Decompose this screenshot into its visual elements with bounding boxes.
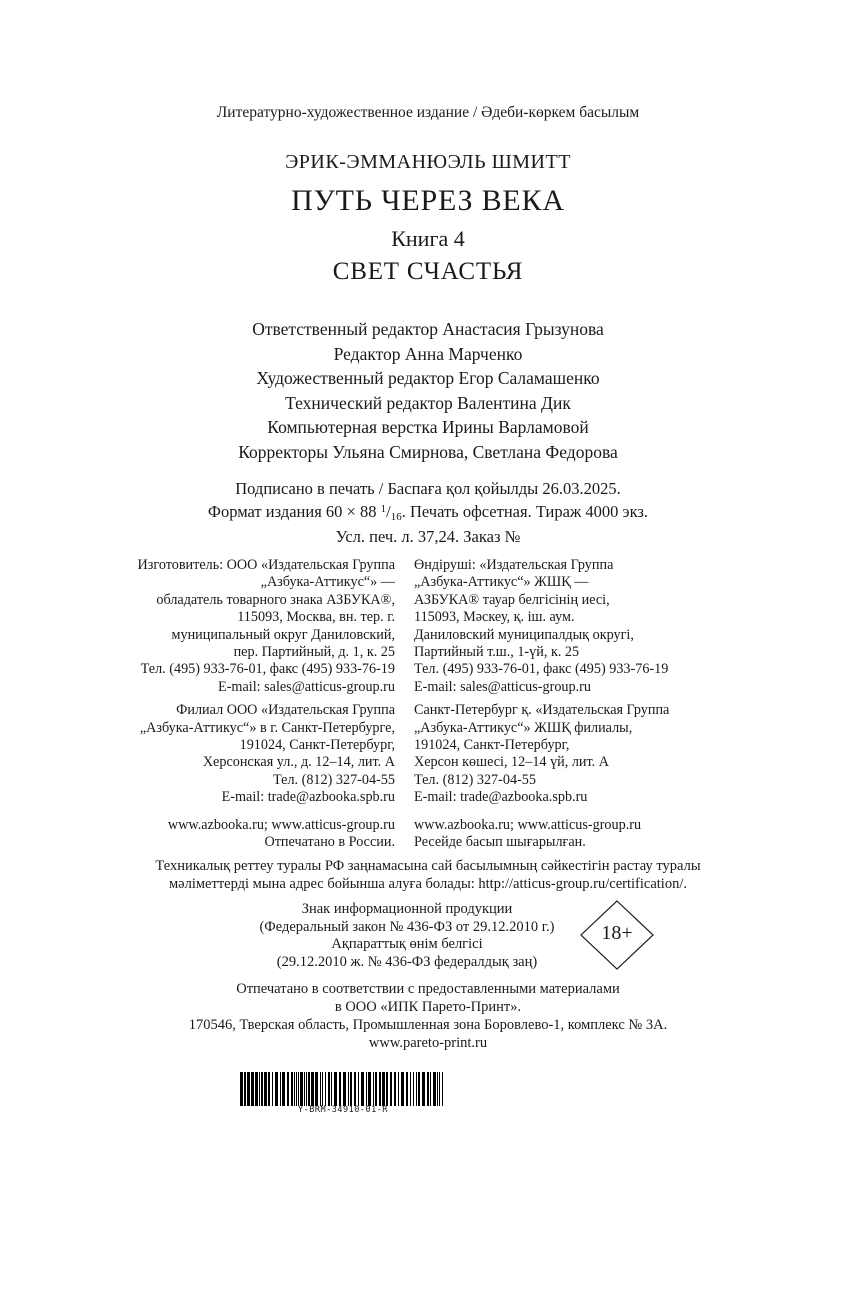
maker-line: Партийный т.ш., 1-үй, к. 25: [414, 644, 580, 661]
maker-block-ru: [138, 557, 395, 696]
maker-email: E-mail: sales@atticus-group.ru: [414, 678, 591, 695]
maker-line: „Азбука-Аттикус“» ЖШҚ —: [414, 574, 589, 591]
branch-line: Тел. (812) 327-04-55: [273, 771, 395, 788]
branch-line: Херсон көшесі, 12–14 үй, лит. А: [414, 754, 610, 771]
cert-line: Техникалық реттеу туралы РФ заңнамасына сай басылымның сәйкестігін растау туралы: [155, 858, 701, 874]
maker-line: обладатель товарного знака АЗБУКА®,: [156, 591, 395, 608]
staff-line: Корректоры Ульяна Смирнова, Светлана Федорова: [238, 441, 618, 462]
branch-line: 191024, Санкт-Петербург,: [239, 737, 395, 754]
maker-line: муниципальный округ Даниловский,: [171, 626, 395, 643]
print-details: [0, 479, 856, 547]
sheets-line: Усл. печ. л. 37,24. Заказ №: [335, 527, 521, 546]
cert-line: мәліметтерді мына адрес бойынша алуға болады: http://atticus-group.ru/certification/.: [169, 875, 687, 892]
staff-line: Технический редактор Валентина Дик: [285, 392, 571, 413]
format-numerator: 1: [380, 503, 387, 515]
barcode-icon: [240, 1072, 446, 1106]
maker-email: E-mail: sales@atticus-group.ru: [218, 678, 395, 695]
manufacturer-kz: [414, 557, 669, 852]
press-website: www.pareto-print.ru: [368, 1035, 488, 1051]
format-prefix: Формат издания 60 × 88: [207, 502, 381, 521]
printing-house: [0, 980, 856, 1052]
format-suffix: . Печать офсетная. Тираж 4000 экз.: [401, 502, 649, 521]
staff-line: Компьютерная верстка Ирины Варламовой: [267, 417, 589, 437]
maker-line: АЗБУКА® тауар белгісінің иесі,: [414, 591, 610, 608]
certification-note: [0, 858, 856, 893]
maker-line: Тел. (495) 933-76-01, факс (495) 933-76-19: [140, 661, 395, 678]
maker-line: Тел. (495) 933-76-01, факс (495) 933-76-19: [414, 661, 669, 678]
branch-line: 191024, Санкт-Петербург,: [414, 737, 570, 754]
book-title: ПУТЬ ЧЕРЕЗ ВЕКА: [291, 184, 565, 217]
branch-line: Тел. (812) 327-04-55: [414, 771, 536, 788]
branch-email: E-mail: trade@azbooka.spb.ru: [221, 789, 395, 806]
book-subtitle: СВЕТ СЧАСТЬЯ: [332, 258, 524, 285]
barcode-text: Y-BRM-34910-01-R: [298, 1105, 388, 1115]
format-denominator: 16: [390, 511, 402, 523]
press-line: Отпечатано в соответствии с предоставленными материалами: [236, 981, 620, 997]
sign-line: (29.12.2010 ж. № 436-ФЗ федералдық заң): [276, 953, 538, 970]
manufacturer-ru: [138, 557, 395, 852]
staff-line: Ответственный редактор Анастасия Грызунова: [252, 319, 604, 339]
staff-line: Редактор Анна Марченко: [333, 343, 523, 364]
branch-line: Санкт-Петербург қ. «Издательская Группа: [414, 702, 670, 719]
staff-line: Художественный редактор Егор Саламашенко: [256, 368, 600, 388]
sign-line: (Федеральный закон № 436-ФЗ от 29.12.2010 г.): [259, 918, 555, 935]
press-line: 170546, Тверская область, Промышленная зона Боровлево-1, комплекс № 3А.: [188, 1017, 668, 1033]
websites: www.azbooka.ru; www.atticus-group.ru: [167, 816, 395, 833]
age-rating-label: 18+: [601, 922, 633, 944]
branch-line: „Азбука-Аттикус“» в г. Санкт-Петербурге,: [139, 719, 395, 736]
printed-in: Отпечатано в России.: [264, 834, 395, 851]
branch-line: Филиал ООО «Издательская Группа: [176, 702, 395, 719]
web-block-ru: [138, 817, 395, 852]
branch-email: E-mail: trade@azbooka.spb.ru: [414, 789, 588, 806]
branch-block-ru: [138, 702, 395, 806]
maker-line: Изготовитель: ООО «Издательская Группа: [137, 557, 395, 573]
staff-credits: [0, 317, 856, 464]
maker-line: „Азбука-Аттикус“» —: [260, 574, 395, 591]
maker-block-kz: [414, 557, 669, 696]
info-product-sign: [246, 901, 568, 971]
edition-type: Литературно-художественное издание / Әдеби-көркем басылым: [216, 104, 640, 121]
branch-block-kz: [414, 702, 669, 806]
maker-line: пер. Партийный, д. 1, к. 25: [233, 644, 395, 661]
maker-line: 115093, Москва, вн. тер. г.: [237, 609, 395, 626]
websites: www.azbooka.ru; www.atticus-group.ru: [414, 816, 642, 833]
branch-line: „Азбука-Аттикус“» ЖШҚ филиалы,: [414, 719, 633, 736]
signed-line: Подписано в печать / Баспаға қол қойылды 26.03.2025.: [235, 479, 621, 498]
web-block-kz: [414, 817, 669, 852]
author-name: ЭРИК-ЭММАНЮЭЛЬ ШМИТТ: [285, 151, 571, 173]
age-rating-badge: [580, 900, 654, 970]
maker-line: Даниловский муниципалдық округі,: [414, 626, 634, 643]
maker-line: Өндіруші: «Издательская Группа: [414, 557, 614, 573]
sign-line: Знак информационной продукции: [301, 901, 513, 917]
maker-line: 115093, Мәскеу, қ. іш. аум.: [414, 609, 575, 626]
sign-line: Ақпараттық өнім белгісі: [331, 936, 483, 952]
format-line: Формат издания 60 × 88 $^1/_{16}$. Печать офсетная. Тираж 4000 экз.: [207, 502, 649, 523]
branch-line: Херсонская ул., д. 12–14, лит. А: [202, 754, 395, 771]
press-line: в ООО «ИПК Парето-Принт».: [334, 999, 522, 1015]
printed-in: Ресейде басып шығарылған.: [414, 834, 586, 851]
book-number: Книга 4: [391, 226, 465, 251]
